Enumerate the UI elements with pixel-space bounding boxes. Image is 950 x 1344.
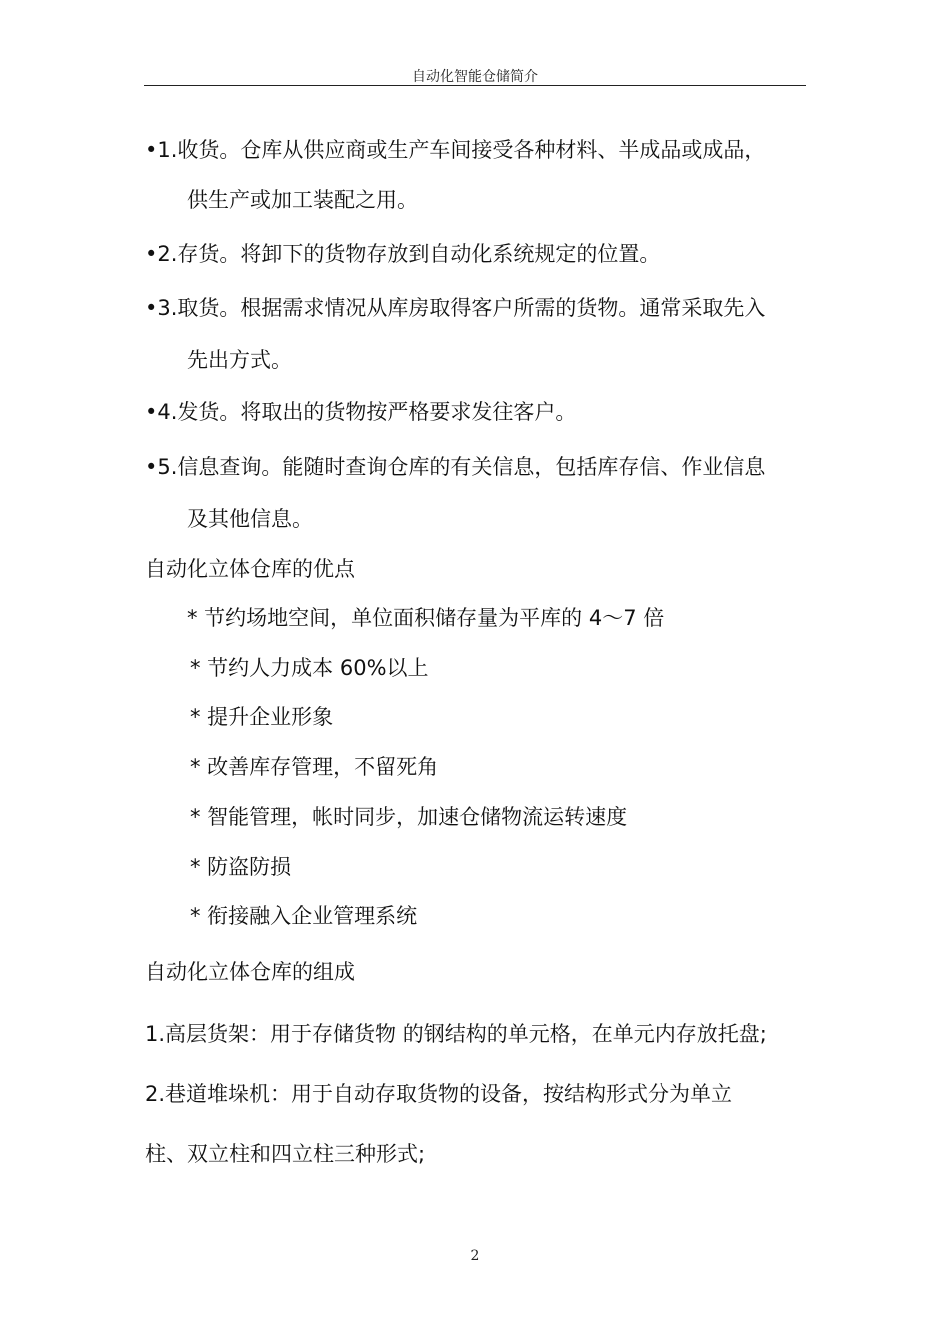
page-header-title: 自动化智能仓储简介 (412, 69, 538, 85)
composition-item: 2.巷道堆垛机：用于自动存取货物的设备，按结构形式分为单立 (145, 1082, 733, 1106)
function-item-3-line1: •3.取货。根据需求情况从库房取得客户所需的货物。通常采取先入 (145, 296, 766, 320)
function-item-2-line1: •2.存货。将卸下的货物存放到自动化系统规定的位置。 (145, 242, 661, 266)
function-item-4-line1: •4.发货。将取出的货物按严格要求发往客户。 (145, 400, 577, 424)
function-item-3-line2: 先出方式。 (187, 348, 292, 372)
composition-item: 1.高层货架：用于存储货物 的钢结构的单元格，在单元内存放托盘; (145, 1022, 767, 1046)
advantage-item: * 智能管理，帐时同步，加速仓储物流运转速度 (190, 805, 628, 829)
header-rule (144, 85, 806, 86)
advantage-item: * 衔接融入企业管理系统 (190, 904, 418, 928)
advantage-item: * 提升企业形象 (190, 705, 334, 729)
advantage-item: * 改善库存管理，不留死角 (190, 755, 439, 779)
advantage-item: * 节约人力成本 60%以上 (190, 656, 429, 680)
page-number: 2 (470, 1248, 480, 1264)
advantages-heading: 自动化立体仓库的优点 (145, 557, 355, 581)
advantage-item: * 防盗防损 (190, 855, 292, 879)
function-item-1-line2: 供生产或加工装配之用。 (187, 188, 418, 212)
advantage-item: * 节约场地空间，单位面积储存量为平库的 4～7 倍 (187, 606, 665, 630)
function-item-5-line1: •5.信息查询。能随时查询仓库的有关信息，包括库存信、作业信息 (145, 455, 766, 479)
function-item-1-line1: •1.收货。仓库从供应商或生产车间接受各种材料、半成品或成品， (145, 138, 766, 162)
function-item-5-line2: 及其他信息。 (187, 507, 313, 531)
composition-heading: 自动化立体仓库的组成 (145, 960, 355, 984)
composition-item: 柱、双立柱和四立柱三种形式; (145, 1142, 426, 1166)
